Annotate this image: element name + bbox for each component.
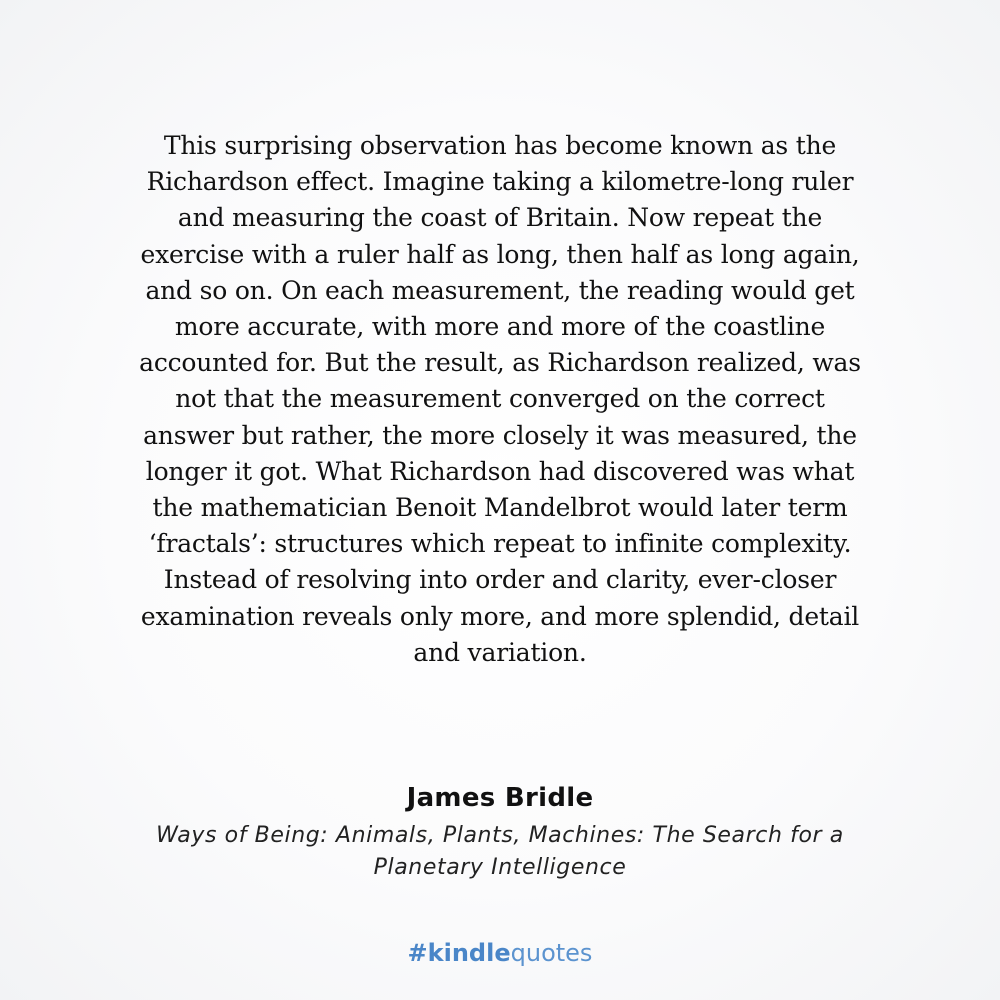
quote-line: and variation. [413, 637, 587, 667]
quote-line: accounted for. But the result, as Richardson realized, was [139, 348, 861, 378]
quote-line: exercise with a ruler half as long, then half as long again, [140, 239, 860, 269]
quote-line: examination reveals only more, and more splendid, detail [140, 601, 860, 631]
quote-line: not that the measurement converged on the correct [175, 384, 825, 414]
author-name: James Bridle [406, 783, 594, 813]
book-title-line: Planetary Intelligence [373, 855, 627, 880]
hashtag-quotes: quotes [510, 939, 593, 967]
kindle-quotes-hashtag [0, 939, 1000, 967]
book-title [0, 820, 1000, 884]
quote-line: Instead of resolving into order and clarity, ever-closer [163, 565, 837, 595]
quote-line: more accurate, with more and more of the coastline [174, 312, 826, 342]
quote-line: answer but rather, the more closely it was measured, the [143, 420, 857, 450]
hashtag-kindle: #kindle [407, 939, 511, 967]
quote-line: and measuring the coast of Britain. Now repeat the [177, 203, 823, 233]
quote-line: Richardson effect. Imagine taking a kilometre-long ruler [146, 167, 854, 197]
quote-line: and so on. On each measurement, the reading would get [145, 275, 855, 305]
quote-line: This surprising observation has become known as the [163, 131, 837, 160]
quote-line: longer it got. What Richardson had discovered was what [145, 456, 855, 486]
quote-line: the mathematician Benoit Mandelbrot would later term [152, 493, 848, 523]
quote-line: ‘fractals’: structures which repeat to infinite complexity. [148, 529, 852, 559]
quote-text [60, 128, 940, 671]
book-title-line: Ways of Being: Animals, Plants, Machines: The Search for a [156, 823, 844, 848]
